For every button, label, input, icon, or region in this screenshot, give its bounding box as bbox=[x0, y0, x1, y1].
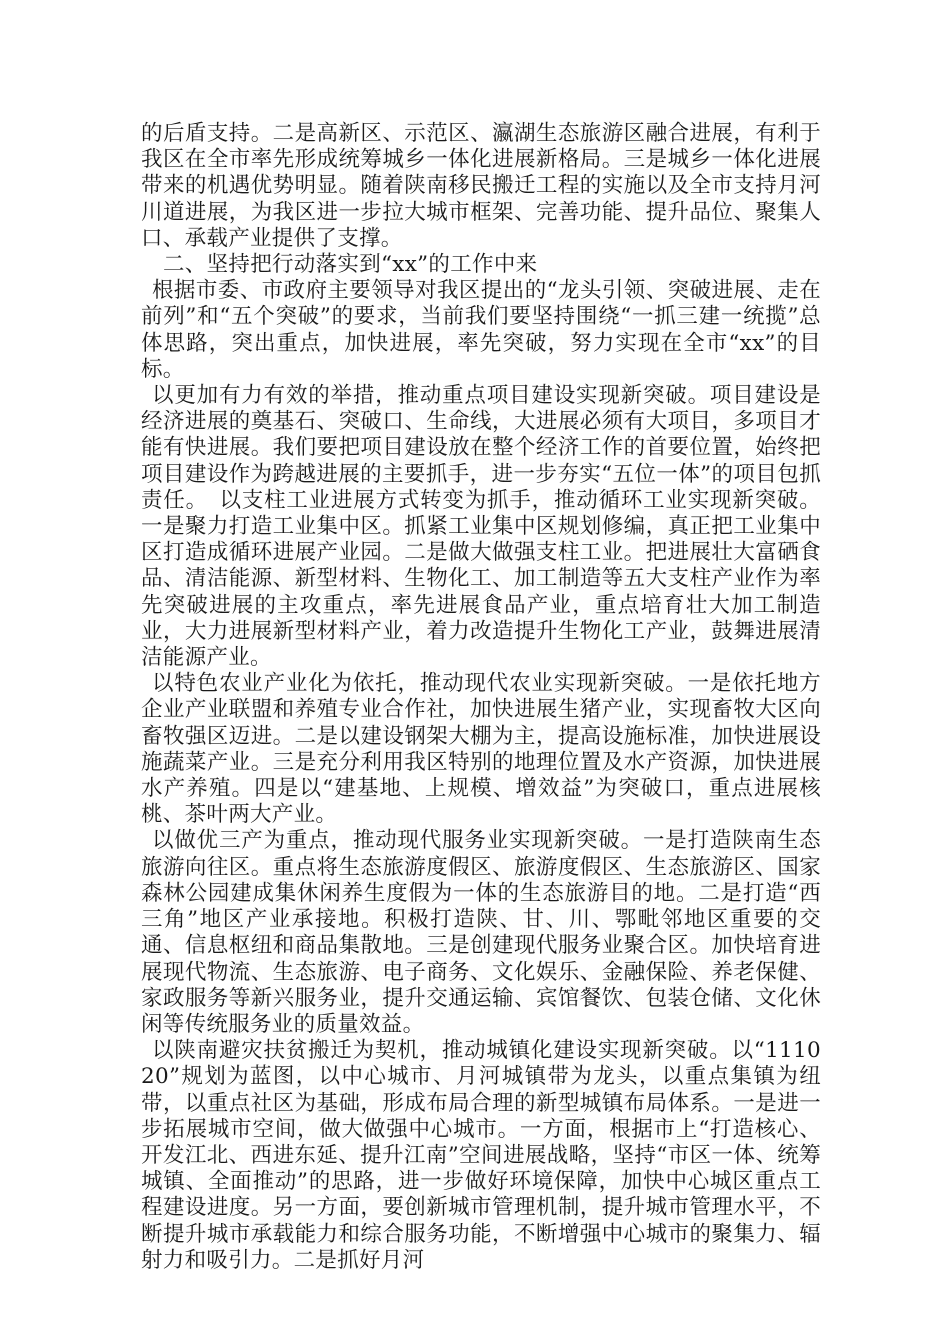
paragraph-urbanization: 以陕南避灾扶贫搬迁为契机，推动城镇化建设实现新突破。以“111020”规划为蓝图，以中心城市、月河城镇带为龙头，以重点集镇为纽带，以重点社区为基础，形成布局合理的新型城镇布局体系。一是进一步拓展城市空间，做大做强中心城市。一方面，根据市上“打造核心、开发江北、西进东延、提升江南”空间进展战略，坚持“市区一体、统筹城镇、全面推动”的思路，进一步做好环境保障，加快中心城区重点工程建设进度。另一方面，要创新城市管理机制，提升城市管理水平，不断提升城市承载能力和综合服务功能，不断增强中心城市的聚集力、辐射力和吸引力。二是抓好月河 bbox=[141, 1038, 821, 1273]
paragraph-goals: 根据市委、市政府主要领导对我区提出的“龙头引领、突破进展、走在前列”和“五个突破”的要求，当前我们要坚持围绕“一抓三建一统揽”总体思路，突出重点，加快进展，率先突破，努力实现在全市“xx”的目标。 bbox=[141, 278, 821, 382]
document-body bbox=[141, 121, 821, 1274]
paragraph-services: 以做优三产为重点，推动现代服务业实现新突破。一是打造陕南生态旅游向往区。重点将生态旅游度假区、旅游度假区、生态旅游区、国家森林公园建成集休闲养生度假为一体的生态旅游目的地。二是打造“西三角”地区产业承接地。积极打造陕、甘、川、鄂毗邻地区重要的交通、信息枢纽和商品集散地。三是创建现代服务业聚合区。加快培育进展现代物流、生态旅游、电子商务、文化娱乐、金融保险、养老保健、家政服务等新兴服务业，提升交通运输、宾馆餐饮、包装仓储、文化休闲等传统服务业的质量效益。 bbox=[141, 828, 821, 1037]
section-heading: 二、坚持把行动落实到“xx”的工作中来 bbox=[163, 252, 538, 278]
paragraph-agriculture: 以特色农业产业化为依托，推动现代农业实现新突破。一是依托地方企业产业联盟和养殖专业合作社，加快进展生猪产业，实现畜牧大区向畜牧强区迈进。二是以建设钢架大棚为主，提高设施标准，加快进展设施蔬菜产业。三是充分利用我区特别的地理位置及水产资源，加快进展水产养殖。四是以“建基地、上规模、增效益”为突破口，重点进展核桃、茶叶两大产业。 bbox=[141, 671, 821, 828]
paragraph-key-projects: 以更加有力有效的举措，推动重点项目建设实现新突破。项目建设是经济进展的奠基石、突破口、生命线，大进展必须有大项目，多项目才能有快进展。我们要把项目建设放在整个经济工作的首要位置，始终把项目建设作为跨越进展的主要抓手，进一步夯实“五位一体”的项目包抓责任。 以支柱工业进展方式转变为抓手，推动循环工业实现新突破。一是聚力打造工业集中区。抓紧工业集中区规划修编，真正把工业集中区打造成循环进展产业园。二是做大做强支柱工业。把进展壮大富硒食品、清洁能源、新型材料、生物化工、加工制造等五大支柱产业作为率先突破进展的主攻重点，率先进展食品产业，重点培育壮大加工制造业，大力进展新型材料产业，着力改造提升生物化工产业，鼓舞进展清洁能源产业。 bbox=[141, 383, 821, 671]
paragraph-continuation: 的后盾支持。二是高新区、示范区、瀛湖生态旅游区融合进展，有利于我区在全市率先形成统筹城乡一体化进展新格局。三是城乡一体化进展带来的机遇优势明显。随着陕南移民搬迁工程的实施以及全市支持月河川道进展，为我区进一步拉大城市框架、完善功能、提升品位、聚集人口、承载产业提供了支撑。 bbox=[141, 121, 821, 251]
